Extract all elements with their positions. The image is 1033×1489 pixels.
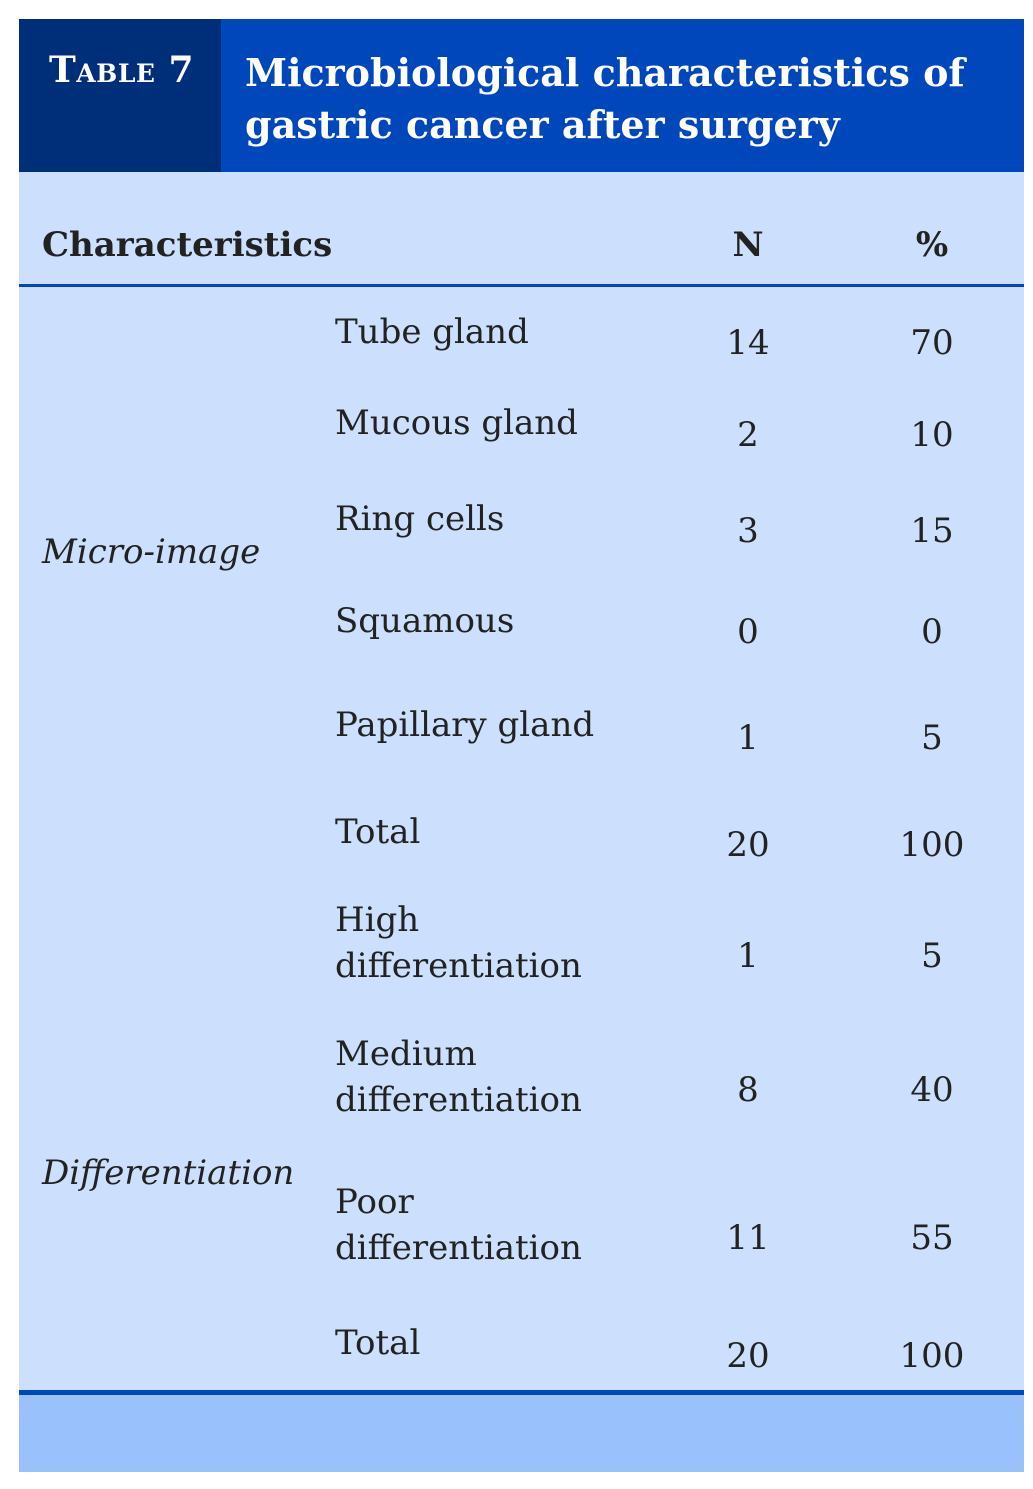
bottom-rule	[19, 1390, 1024, 1395]
row-n: 2	[737, 415, 759, 455]
table-caption: Microbiological characteristics of gastric cancer after surgery	[245, 50, 965, 147]
row-label: Mucous gland	[335, 403, 578, 443]
table-header-bar	[19, 19, 1024, 172]
row-percent: 5	[921, 936, 943, 976]
group-label-micro-image: Micro-image	[42, 532, 261, 572]
row-percent: 10	[910, 415, 954, 455]
row-n: 1	[737, 936, 759, 976]
row-percent: 100	[899, 825, 965, 865]
row-percent: 55	[910, 1218, 954, 1258]
table-7	[19, 19, 1024, 1472]
row-label: Poor differentiation	[335, 1182, 582, 1268]
group-label-differentiation: Differentiation	[42, 1153, 295, 1193]
row-n: 1	[737, 718, 759, 758]
column-header-n: N	[732, 225, 764, 265]
row-label: High differentiation	[335, 900, 582, 986]
row-label: Total	[335, 812, 421, 852]
row-n: 14	[726, 323, 770, 363]
row-n: 20	[726, 825, 770, 865]
row-label: Tube gland	[335, 312, 529, 352]
row-label: Papillary gland	[335, 705, 595, 745]
row-percent: 5	[921, 718, 943, 758]
column-header-percent: %	[915, 225, 949, 265]
row-percent: 100	[899, 1336, 965, 1376]
row-label: Squamous	[335, 601, 515, 641]
row-label: Total	[335, 1323, 421, 1363]
row-percent: 40	[910, 1070, 954, 1110]
row-percent: 15	[910, 511, 954, 551]
row-label: Medium differentiation	[335, 1034, 582, 1120]
row-percent: 0	[921, 612, 943, 652]
row-n: 11	[726, 1218, 770, 1258]
table-footer	[19, 1395, 1024, 1472]
row-label: Ring cells	[335, 499, 505, 539]
header-rule	[19, 284, 1024, 287]
row-n: 20	[726, 1336, 770, 1376]
column-header-characteristics: Characteristics	[42, 225, 333, 265]
row-n: 3	[737, 511, 759, 551]
row-n: 0	[737, 612, 759, 652]
row-n: 8	[737, 1070, 759, 1110]
table-label: Table 7	[19, 19, 221, 172]
row-percent: 70	[910, 323, 954, 363]
